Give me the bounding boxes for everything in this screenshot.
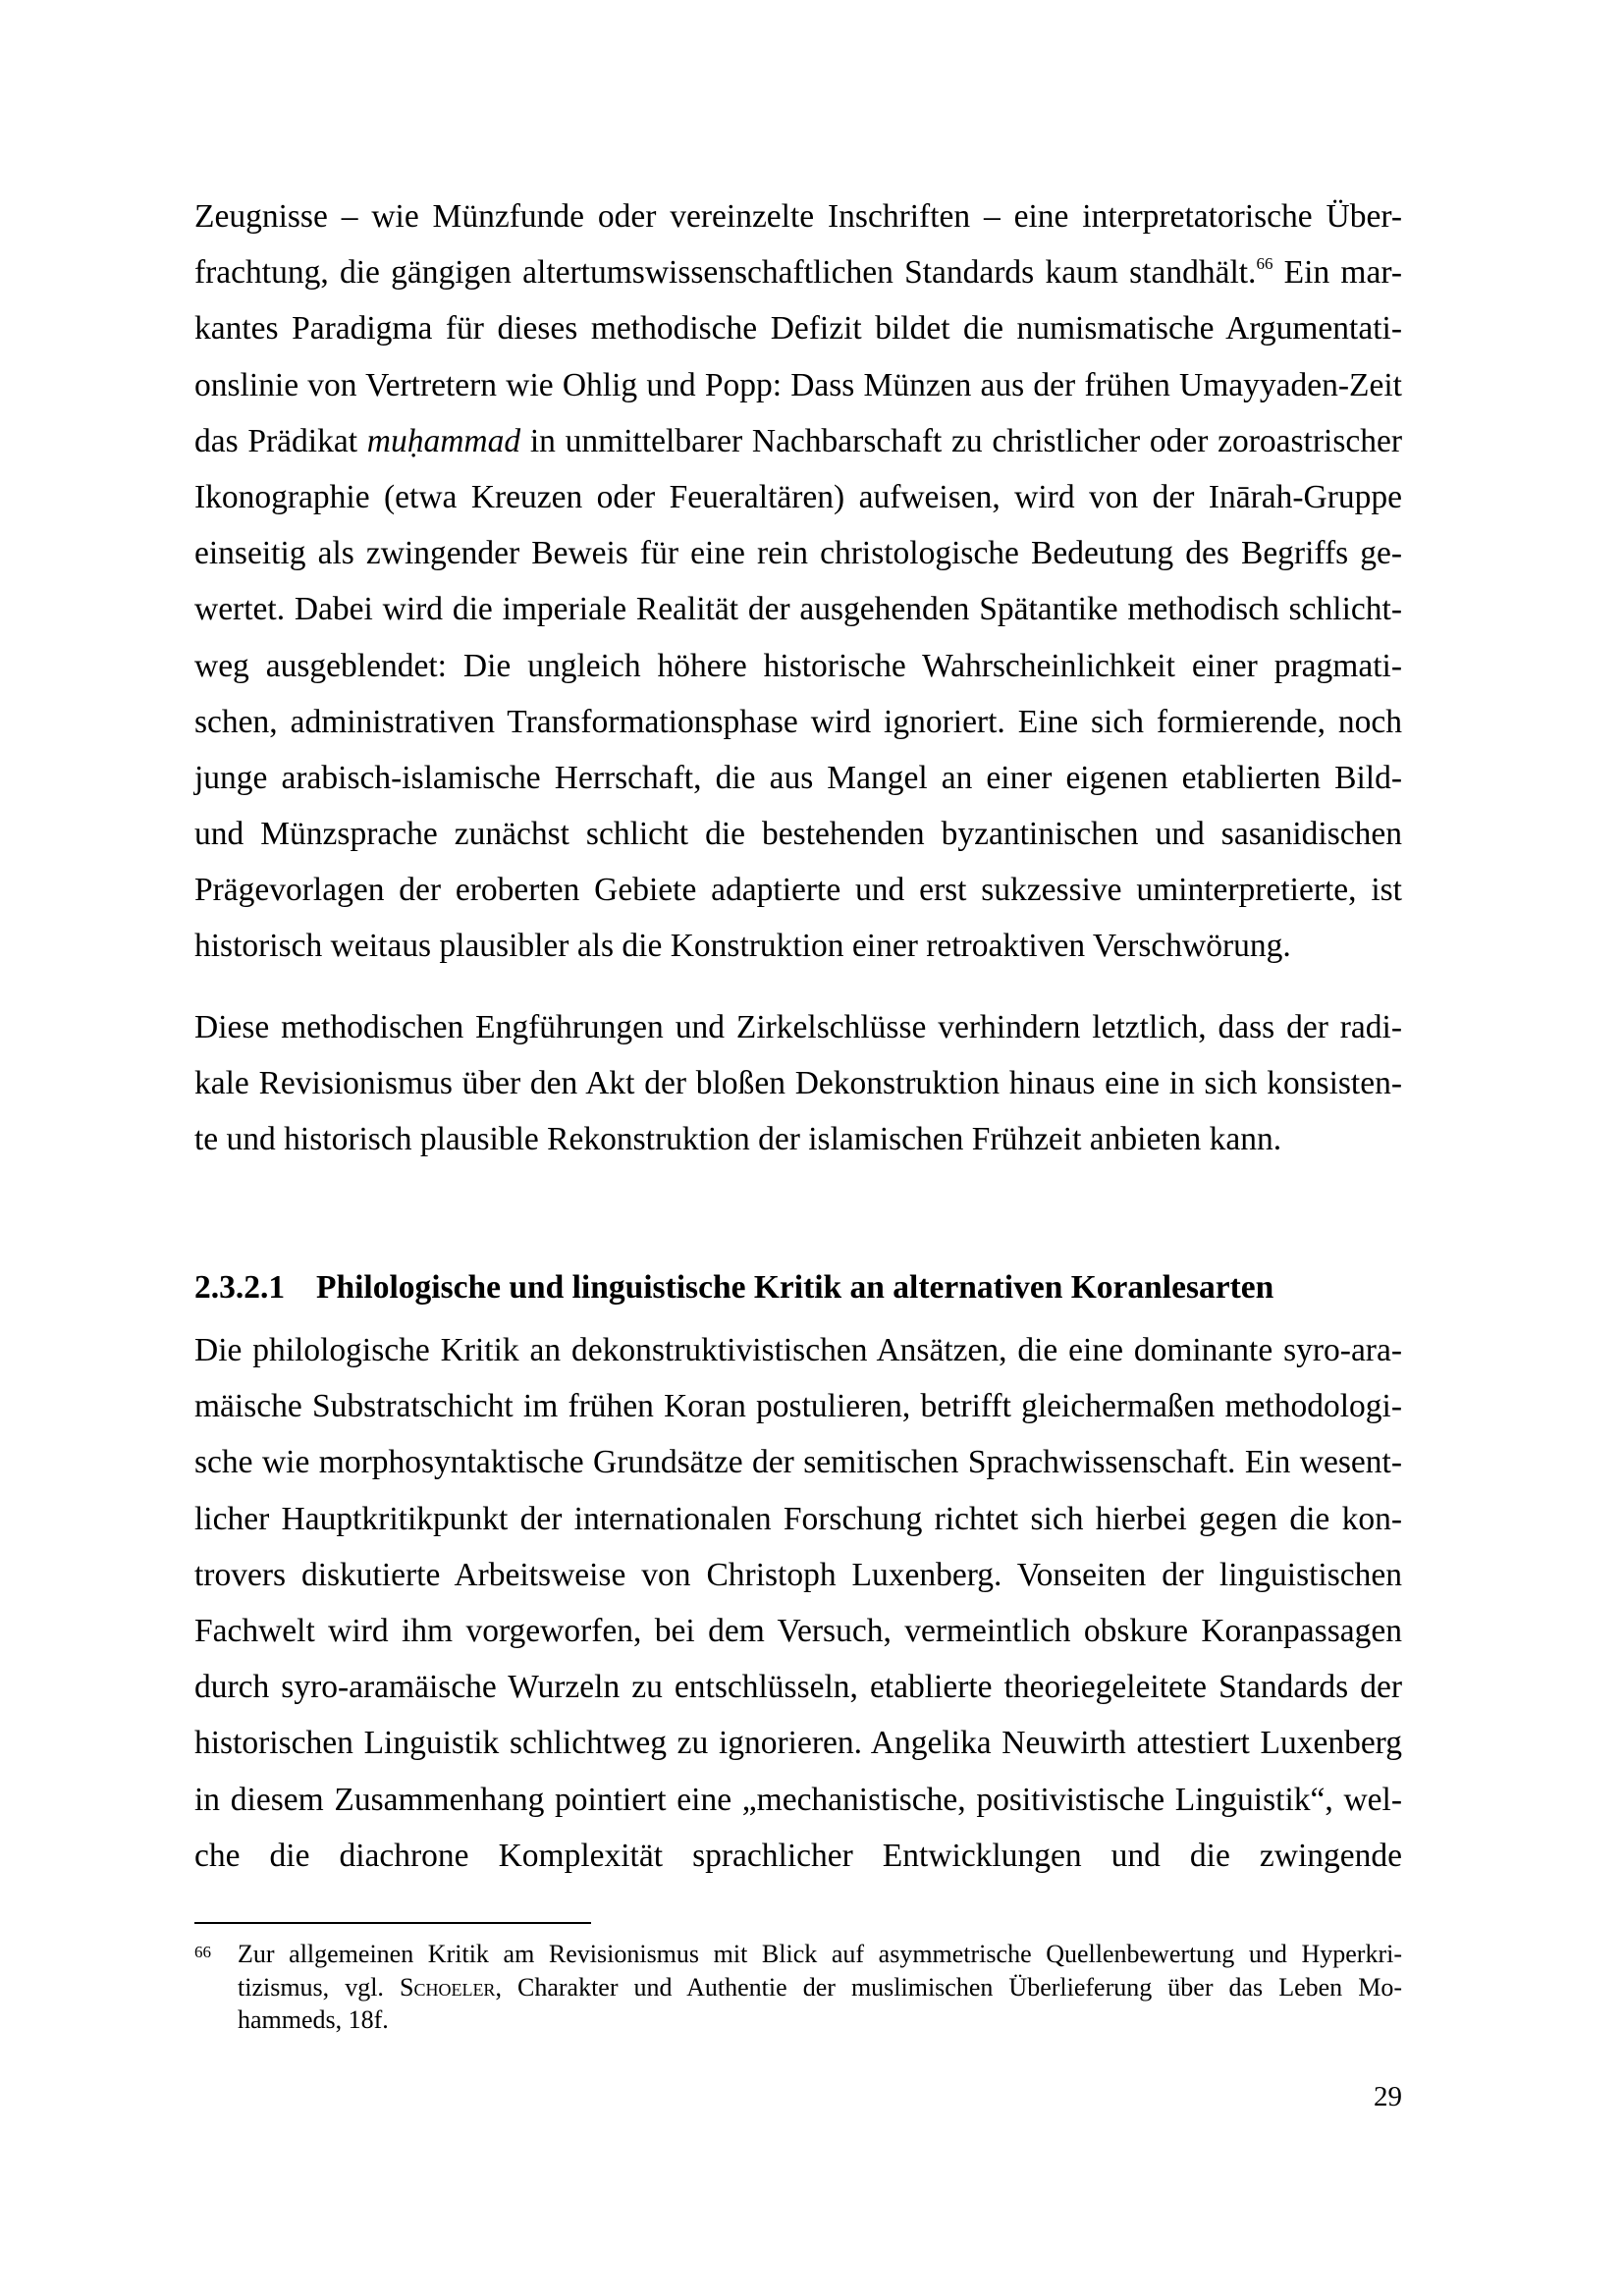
text-line: und Münzsprache zunächst schlicht die bestehenden byzantinischen und sasanidischen — [194, 816, 1402, 853]
text-line: weg ausgeblendet: Die ungleich höhere historische Wahrscheinlichkeit einer pragmati- — [194, 647, 1402, 684]
text-line: kale Revisionismus über den Akt der bloßen Dekonstruktion hinaus eine in sich konsisten- — [194, 1065, 1402, 1102]
text-line: kantes Paradigma für dieses methodische Defizit bildet die numismatische Argumentati- — [194, 310, 1402, 347]
text-line: Ikonographie (etwa Kreuzen oder Feueraltären) aufweisen, wird von der Inārah-Gruppe — [194, 478, 1402, 515]
text-line: Diese methodischen Engführungen und Zirkelschlüsse verhindern letztlich, dass der radi- — [194, 1009, 1402, 1045]
page-number: 29 — [1374, 2081, 1402, 2112]
text-line: onslinie von Vertretern wie Ohlig und Popp: Dass Münzen aus der frühen Umayyaden-Zeit — [194, 366, 1402, 403]
section-title: Philologische und linguistische Kritik an alternativen Koranlesarten — [316, 1269, 1274, 1306]
section-heading — [194, 1259, 1402, 1315]
body-paragraph-1 — [194, 188, 1402, 975]
text-line: sche wie morphosyntaktische Grundsätze der semitischen Sprachwissenschaft. Ein wesent- — [194, 1444, 1402, 1481]
text-line: Zeugnisse – wie Münzfunde oder vereinzelte Inschriften – eine interpretatorische Über- — [194, 198, 1402, 235]
text-line: te und historisch plausible Rekonstruktion der islamischen Frühzeit anbieten kann. — [194, 1121, 1282, 1158]
text-line: wertet. Dabei wird die imperiale Realität der ausgehenden Spätantike methodisch schlicht- — [194, 591, 1402, 628]
text-line: schen, administrativen Transformationsphase wird ignoriert. Eine sich formierende, noch — [194, 703, 1402, 740]
footnote-line: tizismus, vgl. Schoeler, Charakter und Authentie der muslimischen Überlieferung über das Leben Mo- — [238, 1972, 1402, 2002]
text-line: durch syro-aramäische Wurzeln zu entschlüsseln, etablierte theoriegeleitete Standards der — [194, 1669, 1402, 1706]
italic-term: muḥammad — [366, 422, 521, 459]
text-line: che die diachrone Komplexität sprachlicher Entwicklungen und die zwingende — [194, 1837, 1402, 1874]
text-line: trovers diskutierte Arbeitsweise von Christoph Luxenberg. Vonseiten der linguistischen — [194, 1556, 1402, 1593]
text-line: licher Hauptkritikpunkt der internationalen Forschung richtet sich hierbei gegen die kon- — [194, 1500, 1402, 1537]
text-line: einseitig als zwingender Beweis für eine rein christologische Bedeutung des Begriffs ge- — [194, 535, 1402, 572]
footnote-line: Zur allgemeinen Kritik am Revisionismus mit Blick auf asymmetrische Quellenbewertung und Hyperkri- — [238, 1940, 1402, 1968]
section-paragraph — [194, 1322, 1402, 1884]
text-line: Fachwelt wird ihm vorgeworfen, bei dem Versuch, vermeintlich obskure Koranpassagen — [194, 1612, 1402, 1649]
text-line: mäische Substratschicht im frühen Koran postulieren, betrifft gleichermaßen methodologi- — [194, 1388, 1402, 1425]
footnote-reference[interactable]: 66 — [1256, 254, 1273, 274]
footnote-text — [238, 1938, 1402, 2037]
footnote-separator — [194, 1922, 591, 1924]
text-line: historisch weitaus plausibler als die Konstruktion einer retroaktiven Verschwörung. — [194, 928, 1291, 965]
footnote-number: 66 — [194, 1943, 211, 1961]
author-name: Schoeler — [399, 1972, 496, 2002]
footnote-line: hammeds, 18f. — [238, 2005, 389, 2034]
body-paragraph-2 — [194, 999, 1402, 1168]
text-line: das Prädikat muḥammad in unmittelbarer Nachbarschaft zu christlicher oder zoroastrischer — [194, 422, 1403, 459]
text-line: Die philologische Kritik an dekonstruktivistischen Ansätzen, die eine dominante syro-ara- — [194, 1332, 1402, 1368]
text-line: junge arabisch-islamische Herrschaft, die aus Mangel an einer eigenen etablierten Bild- — [194, 759, 1402, 796]
text-line: Prägevorlagen der eroberten Gebiete adaptierte und erst sukzessive uminterpretierte, ist — [194, 872, 1402, 909]
section-number: 2.3.2.1 — [194, 1269, 286, 1306]
text-line: frachtung, die gängigen altertumswissenschaftlichen Standards kaum standhält.$^{66}$ Ein mar- — [194, 254, 1402, 292]
text-line: historischen Linguistik schlichtweg zu ignorieren. Angelika Neuwirth attestiert Luxenberg — [194, 1725, 1402, 1762]
text-line: in diesem Zusammenhang pointiert eine „mechanistische, positivistische Linguistik“, wel- — [194, 1781, 1402, 1818]
